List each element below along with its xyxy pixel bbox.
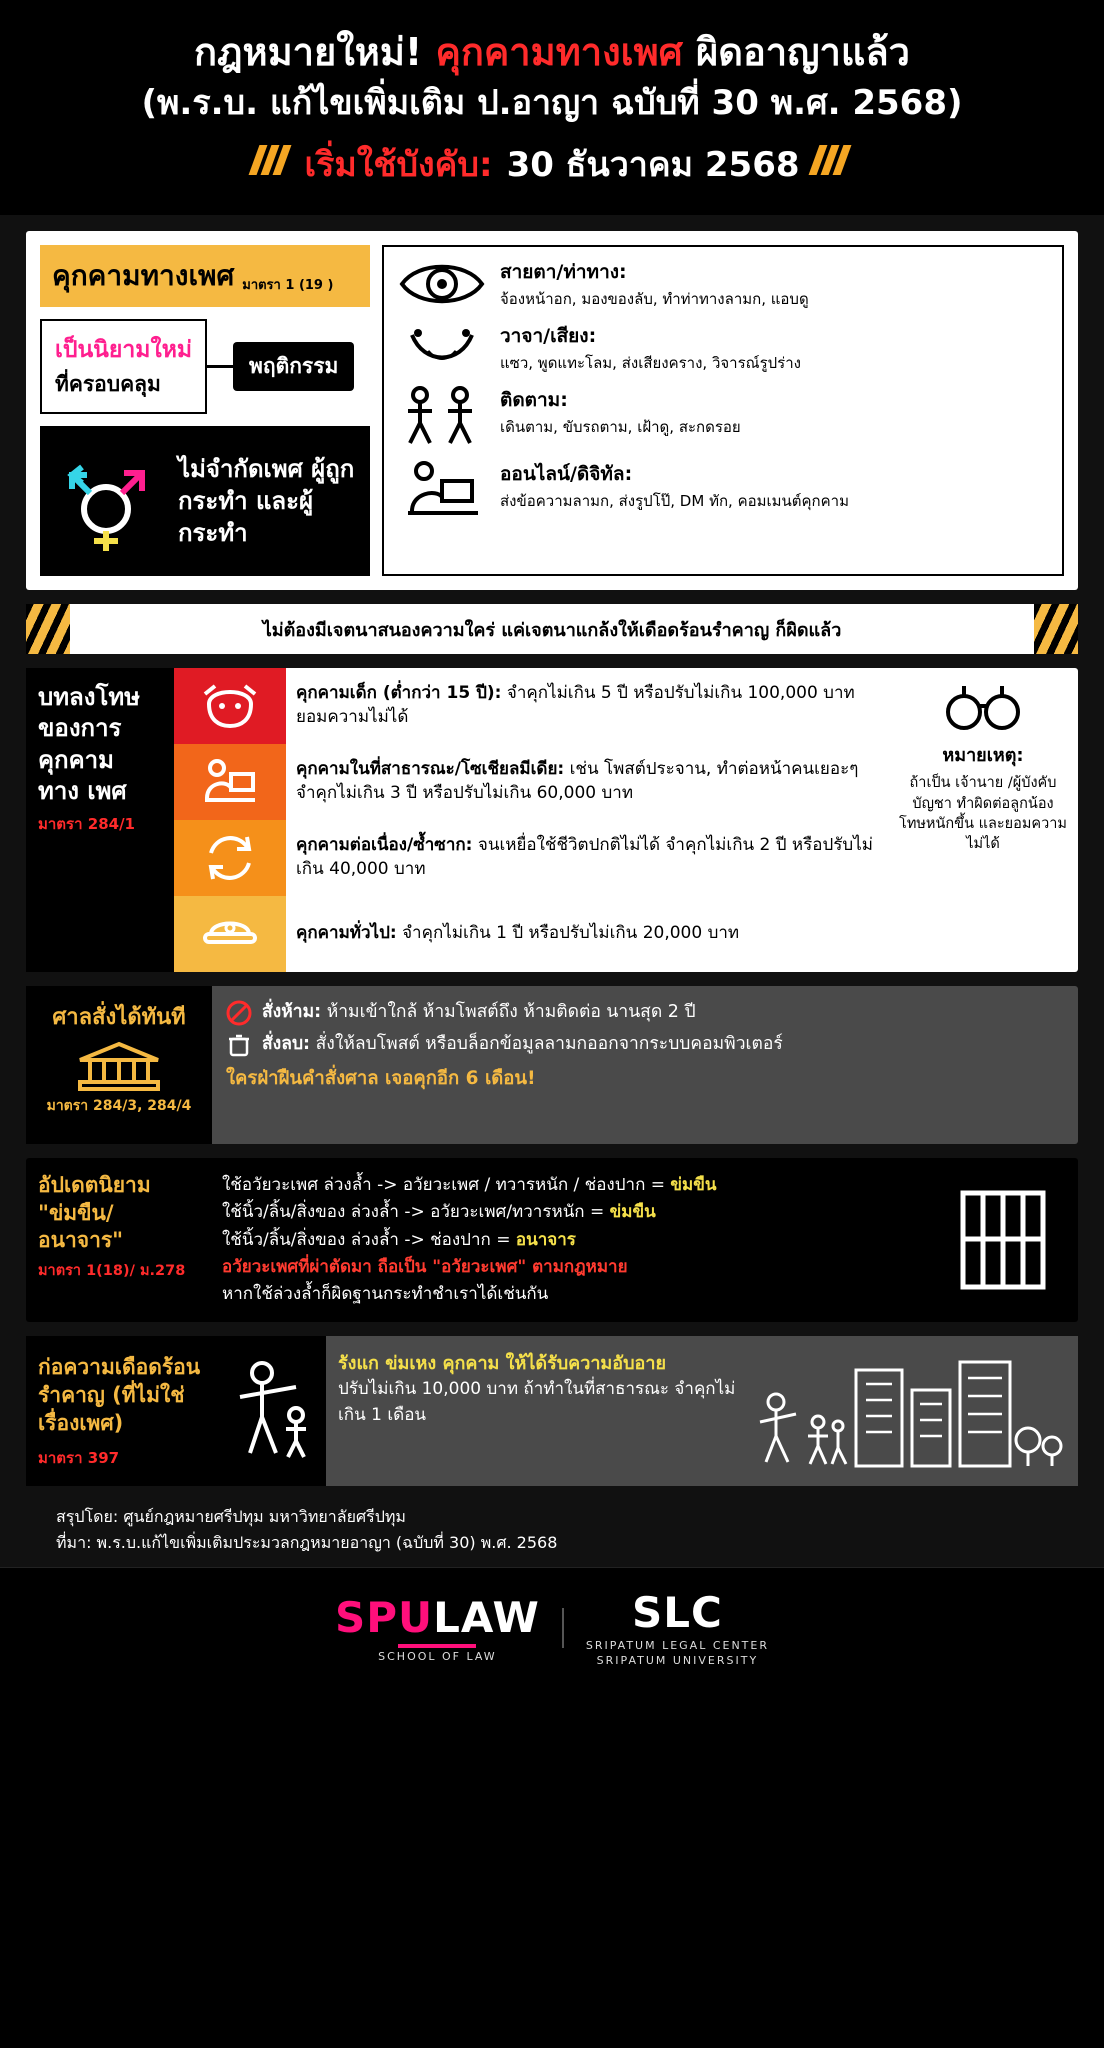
update-content — [212, 1158, 928, 1322]
behavior-item-desc: เดินตาม, ขับรถตาม, เฝ้าดู, สะกดรอย — [500, 418, 741, 437]
court-order-detail: สั่งให้ลบโพสต์ หรือบล็อกข้อมูลลามกออกจากระบบคอมพิวเตอร์ — [310, 1034, 783, 1055]
behavior-pill: พฤติกรรม — [233, 342, 354, 391]
slc-subtitle-1: SRIPATUM LEGAL CENTER — [585, 1639, 769, 1653]
behavior-list — [382, 245, 1064, 576]
behavior-item-title: ติดตาม: — [500, 389, 568, 412]
penalty-detail: จำคุกไม่เกิน 5 ปี หรือปรับไม่เกิน 100,000 บาท ยอมความไม่ได้ — [296, 683, 855, 728]
nuisance-content — [326, 1336, 1078, 1486]
penalty-row — [174, 744, 888, 820]
penalties-rows — [174, 668, 888, 972]
court-order-text — [262, 1032, 783, 1057]
behavior-item — [396, 257, 1050, 311]
penalty-bold: คุกคามต่อเนื่อง/ซ้ำซาก: — [296, 835, 473, 856]
slc-subtitle-2: SRIPATUM UNIVERSITY — [596, 1654, 759, 1668]
header-title-part-b: ผิดอาญาแล้ว — [682, 30, 910, 74]
mouth-whistle-icon — [396, 321, 488, 375]
header-title-line1 — [20, 28, 1084, 77]
logo-bar — [0, 1567, 1104, 1693]
connector-line — [207, 365, 233, 368]
penalty-text — [286, 676, 888, 736]
penalty-row — [174, 820, 888, 896]
nuisance-headline: รังแก ข่มเหง คุกคาม ให้ได้รับความอับอาย — [338, 1353, 666, 1375]
behavior-item — [396, 385, 1050, 449]
section-penalties — [26, 668, 1078, 972]
desk-computer-icon — [174, 744, 286, 820]
nuisance-title: ก่อความเดือดร้อนรำคาญ (ที่ไม่ใช่เรื่องเพศ) — [38, 1354, 201, 1436]
logo-row — [0, 1588, 1104, 1667]
header — [0, 0, 1104, 215]
behavior-item-text — [500, 385, 741, 437]
court-order-line — [226, 1000, 1064, 1026]
definition-new-box — [40, 319, 207, 414]
law-text: LAW — [433, 1592, 540, 1642]
gender-symbol-icon — [54, 445, 164, 557]
child-icon — [174, 668, 286, 744]
header-effective-date — [20, 137, 1084, 191]
penalty-text — [286, 752, 888, 812]
body-wrapper — [0, 215, 1104, 1567]
trash-icon — [226, 1032, 252, 1058]
slc-text: SLC — [632, 1588, 723, 1638]
court-order-bold: สั่งลบ: — [262, 1034, 311, 1055]
behavior-item — [396, 321, 1050, 375]
behavior-item — [396, 459, 1050, 523]
footer-line-1: สรุปโดย: ศูนย์กฎหมายศรีปทุม มหาวิทยาลัยศรีปทุม — [56, 1507, 406, 1527]
header-title-part-a: กฎหมายใหม่! — [194, 30, 436, 74]
definition-title-chip — [40, 245, 370, 307]
definition-new-sub: ที่ครอบคลุม — [55, 372, 161, 397]
court-order-detail: ห้ามเข้าใกล้ ห้ามโพสต์ถึง ห้ามติดต่อ นานสุด 2 ปี — [321, 1002, 696, 1023]
update-title-block — [26, 1158, 212, 1322]
definition-left-column — [40, 245, 370, 576]
note-title: หมายเหตุ: — [942, 745, 1024, 767]
penalties-article: มาตรา 284/1 — [38, 815, 135, 834]
court-building-icon — [38, 1040, 200, 1092]
update-line — [222, 1199, 918, 1226]
penalty-text — [286, 828, 888, 888]
court-article: มาตรา 284/3, 284/4 — [46, 1098, 192, 1115]
behavior-item-title: สายตา/ท่าทาง: — [500, 261, 627, 284]
hatch-right-icon — [1034, 604, 1078, 654]
footer-note — [26, 1486, 1078, 1567]
section-nuisance — [26, 1336, 1078, 1486]
penalties-title-block — [26, 668, 174, 972]
penalty-bold: คุกคามในที่สาธารณะ/โซเชียลมีเดีย: — [296, 759, 565, 780]
hatch-left-icon — [26, 604, 70, 654]
update-line-em: ข่มขืน — [609, 1202, 656, 1223]
header-title-highlight: คุกคามทางเพศ — [435, 30, 683, 74]
update-article: มาตรา 1(18)/ ม.278 — [38, 1263, 186, 1280]
logo-underline — [398, 1644, 476, 1648]
update-red-line: อวัยวะเพศที่ผ่าตัดมา ถือเป็น "อวัยวะเพศ" ตามกฎหมาย — [222, 1256, 628, 1277]
section-definition — [26, 231, 1078, 590]
nuisance-title-block — [26, 1336, 326, 1486]
eye-icon — [396, 257, 488, 311]
penalties-title: บทลงโทษ ของการ คุกคาม ทาง เพศ — [38, 683, 141, 805]
penalty-text — [286, 916, 749, 952]
police-cap-icon — [174, 896, 286, 972]
update-line-pre: ใช้นิ้ว/ลิ้น/สิ่งของ ล่วงล้ำ -> ช่องปาก = — [222, 1229, 516, 1250]
handcuffs-icon — [898, 680, 1068, 734]
penalty-bold: คุกคามเด็ก (ต่ำกว่า 15 ปี): — [296, 683, 502, 704]
effective-label: เริ่มใช้บังคับ: — [304, 145, 493, 186]
behavior-item-text — [500, 321, 801, 373]
section-definition-update — [26, 1158, 1078, 1322]
court-orders-list — [212, 986, 1078, 1144]
footer-line-2: ที่มา: พ.ร.บ.แก้ไขเพิ่มเติมประมวลกฎหมายอาญา (ฉบับที่ 30) พ.ศ. 2568 — [56, 1532, 558, 1552]
penalty-detail: จนเหยื่อใช้ชีวิตปกติไม่ได้ จำคุกไม่เกิน 2 ปี หรือปรับไม่เกิน 40,000 บาท — [296, 835, 873, 880]
spu-text: SPU — [334, 1592, 434, 1642]
behavior-item-desc: แซว, พูดแทะโลม, ส่งเสียงคราง, วิจารณ์รูปร่าง — [500, 354, 801, 373]
behavior-item-title: วาจา/เสียง: — [500, 325, 597, 348]
repeat-icon — [174, 820, 286, 896]
behavior-item-desc: ส่งข้อความลามก, ส่งรูปโป๊, DM ทัก, คอมเมนต์คุกคาม — [500, 492, 849, 511]
court-order-line — [226, 1032, 1064, 1058]
penalty-row — [174, 896, 888, 972]
update-line-pre: ใช้นิ้ว/ลิ้น/สิ่งของ ล่วงล้ำ -> อวัยวะเพศ/ทวารหนัก = — [222, 1202, 610, 1223]
update-title: อัปเดตนิยาม "ข่มขืน/ อนาจาร" — [38, 1173, 151, 1252]
penalty-detail: จำคุกไม่เกิน 1 ปี หรือปรับไม่เกิน 20,000 บาท — [396, 923, 740, 944]
penalty-row — [174, 668, 888, 744]
definition-behavior-row — [40, 319, 370, 414]
court-title-block — [26, 986, 212, 1144]
warning-text: ไม่ต้องมีเจตนาสนองความใคร่ แค่เจตนาแกล้งให้เดือดร้อนรำคาญ ก็ผิดแล้ว — [262, 619, 842, 641]
slash-right-icon — [814, 144, 850, 184]
update-line-em: อนาจาร — [515, 1229, 576, 1250]
behavior-item-text — [500, 257, 809, 309]
gender-text: ไม่จำกัดเพศ ผู้ถูกกระทำ และผู้กระทำ — [178, 454, 355, 548]
penalties-note — [888, 668, 1078, 972]
note-text: ถ้าเป็น เจ้านาย /ผู้บังคับบัญชา ทำผิดต่อลูกน้อง โทษหนักขึ้น และยอมความไม่ได้ — [899, 775, 1067, 853]
warning-strip — [26, 604, 1078, 654]
slc-logo — [586, 1588, 769, 1667]
behavior-item-title: ออนไลน์/ดิจิทัล: — [500, 463, 633, 486]
city-people-icon — [756, 1350, 1066, 1472]
court-order-bold: สั่งห้าม: — [262, 1002, 322, 1023]
behavior-item-text — [500, 459, 849, 511]
definition-title: คุกคามทางเพศ — [52, 259, 235, 293]
prohibit-icon — [226, 1000, 252, 1026]
penalty-bold: คุกคามทั่วไป: — [296, 923, 397, 944]
effective-date-value: 30 ธันวาคม 2568 — [506, 145, 800, 186]
gender-box — [40, 426, 370, 576]
update-line — [222, 1172, 918, 1199]
nuisance-article: มาตรา 397 — [38, 1448, 120, 1467]
slash-left-icon — [254, 144, 290, 184]
behavior-item-desc: จ้องหน้าอก, มองของลับ, ทำท่าทางลามก, แอบดู — [500, 290, 809, 309]
nuisance-text — [338, 1350, 756, 1472]
court-title: ศาลสั่งได้ทันที — [52, 1005, 186, 1031]
bully-icon — [226, 1357, 314, 1465]
court-warning: ใครฝ่าฝืนคำสั่งศาล เจอคุกอีก 6 เดือน! — [226, 1068, 536, 1090]
logo-divider — [562, 1608, 564, 1648]
update-line-pre: ใช้อวัยวะเพศ ล่วงล้ำ -> อวัยวะเพศ / ทวารหนัก / ช่องปาก = — [222, 1175, 671, 1196]
nuisance-detail: ปรับไม่เกิน 10,000 บาท ถ้าทำในที่สาธารณะ จำคุกไม่เกิน 1 เดือน — [338, 1379, 736, 1425]
definition-new-pink: เป็นนิยามใหม่ — [55, 337, 193, 364]
spu-law-logo — [335, 1593, 540, 1663]
update-last-line: หากใช้ล่วงล้ำก็ผิดฐานกระทำชำเราได้เช่นกัน — [222, 1284, 549, 1305]
update-line-em: ข่มขืน — [670, 1175, 717, 1196]
court-order-text — [262, 1000, 696, 1025]
computer-user-icon — [396, 459, 488, 523]
section-court-orders — [26, 986, 1078, 1144]
definition-article: มาตรา 1 (19 ) — [242, 278, 334, 294]
law-subtitle: SCHOOL OF LAW — [378, 1649, 497, 1663]
penalty-detail: เช่น โพสต์ประจาน, ทำต่อหน้าคนเยอะๆ จำคุกไม่เกิน 3 ปี หรือปรับไม่เกิน 60,000 บาท — [296, 759, 859, 804]
jail-window-icon — [928, 1158, 1078, 1322]
follow-person-icon — [396, 385, 488, 449]
update-line — [222, 1227, 918, 1254]
header-subtitle: (พ.ร.บ. แก้ไขเพิ่มเติม ป.อาญา ฉบับที่ 30 พ.ศ. 2568) — [141, 83, 963, 124]
